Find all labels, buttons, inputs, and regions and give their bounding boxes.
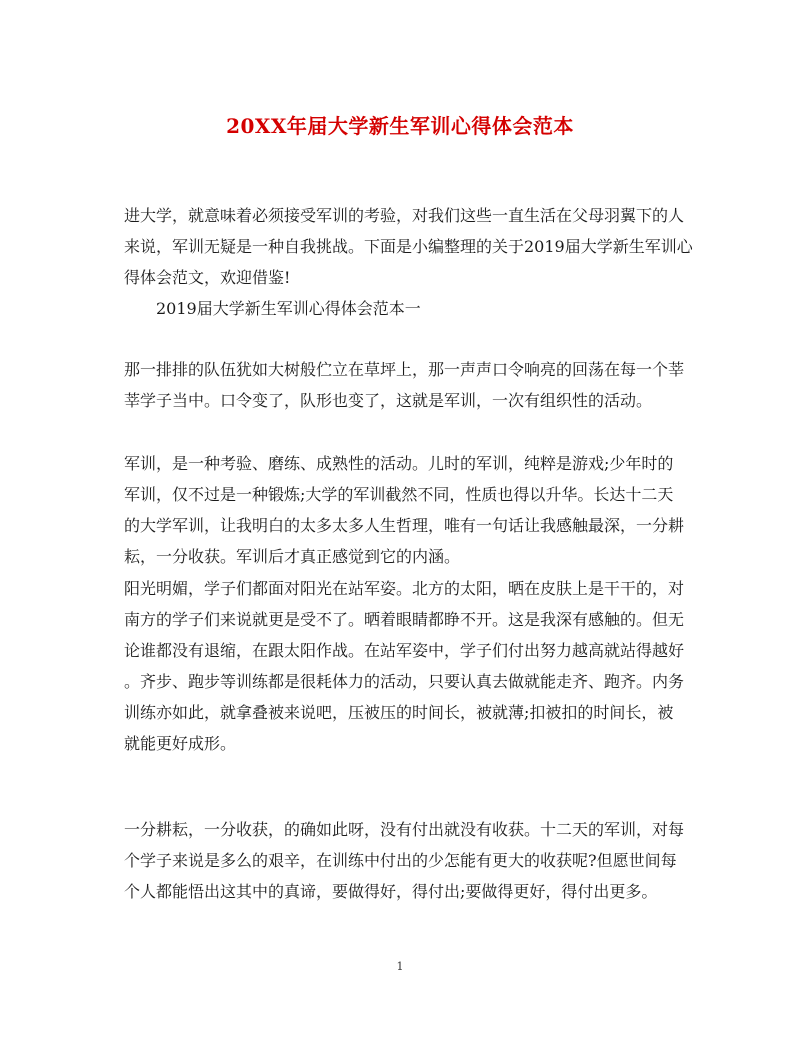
text-line: 一分耕耘，一分收获，的确如此呀，没有付出就没有收获。十二天的军训，对每 xyxy=(124,820,685,839)
body-paragraph xyxy=(124,814,684,907)
text-line: 的大学军训，让我明白的太多太多人生哲理，唯有一句话让我感触最深，一分耕 xyxy=(124,516,685,535)
text-line: 就能更好成形。 xyxy=(124,734,237,753)
text-line: 得体会范文，欢迎借鉴! xyxy=(124,268,291,287)
text-line: 训练亦如此，就拿叠被来说吧，压被压的时间长，被就薄;扣被扣的时间长，被 xyxy=(124,703,674,722)
text-line: 个学子来说是多么的艰辛，在训练中付出的少怎能有更大的收获呢?但愿世间每 xyxy=(124,851,677,870)
text-line: 莘学子当中。口令变了，队形也变了，这就是军训，一次有组织性的活动。 xyxy=(124,391,653,410)
text-line: 那一排排的队伍犹如大树般伫立在草坪上，那一声声口令响亮的回荡在每一个莘 xyxy=(124,360,685,379)
document-title: 20XX年届大学新生军训心得体会范本 xyxy=(226,114,574,138)
body-paragraph xyxy=(124,354,684,416)
text-line: 军训，仅不过是一种锻炼;大学的军训截然不同，性质也得以升华。长达十二天 xyxy=(124,485,674,504)
text-line: 论谁都没有退缩，在跟太阳作战。在站军姿中，学子们付出努力越高就站得越好 xyxy=(124,641,685,660)
text-line: 进大学，就意味着必须接受军训的考验，对我们这些一直生活在父母羽翼下的人 xyxy=(124,206,685,225)
text-line: 来说，军训无疑是一种自我挑战。下面是小编整理的关于2019届大学新生军训心 xyxy=(124,237,693,256)
text-line: 阳光明媚，学子们都面对阳光在站军姿。北方的太阳，晒在皮肤上是干干的，对 xyxy=(124,579,685,598)
text-line: 个人都能悟出这其中的真谛，要做得好，得付出;要做得更好，得付出更多。 xyxy=(124,882,658,901)
intro-paragraph xyxy=(124,200,693,324)
text-line: 。齐步、跑步等训练都是很耗体力的活动，只要认真去做就能走齐、跑齐。内务 xyxy=(124,672,685,691)
text-line: 南方的学子们来说就更是受不了。晒着眼睛都睁不开。这是我深有感触的。但无 xyxy=(124,610,685,629)
text-line: 耘，一分收获。军训后才真正感觉到它的内涵。 xyxy=(124,547,461,566)
section-subheading: 2019届大学新生军训心得体会范本一 xyxy=(156,299,421,318)
page-number: 1 xyxy=(396,960,404,973)
text-line: 军训，是一种考验、磨练、成熟性的活动。儿时的军训，纯粹是游戏;少年时的 xyxy=(124,454,674,473)
body-paragraph xyxy=(124,448,684,572)
body-paragraph xyxy=(124,573,684,759)
